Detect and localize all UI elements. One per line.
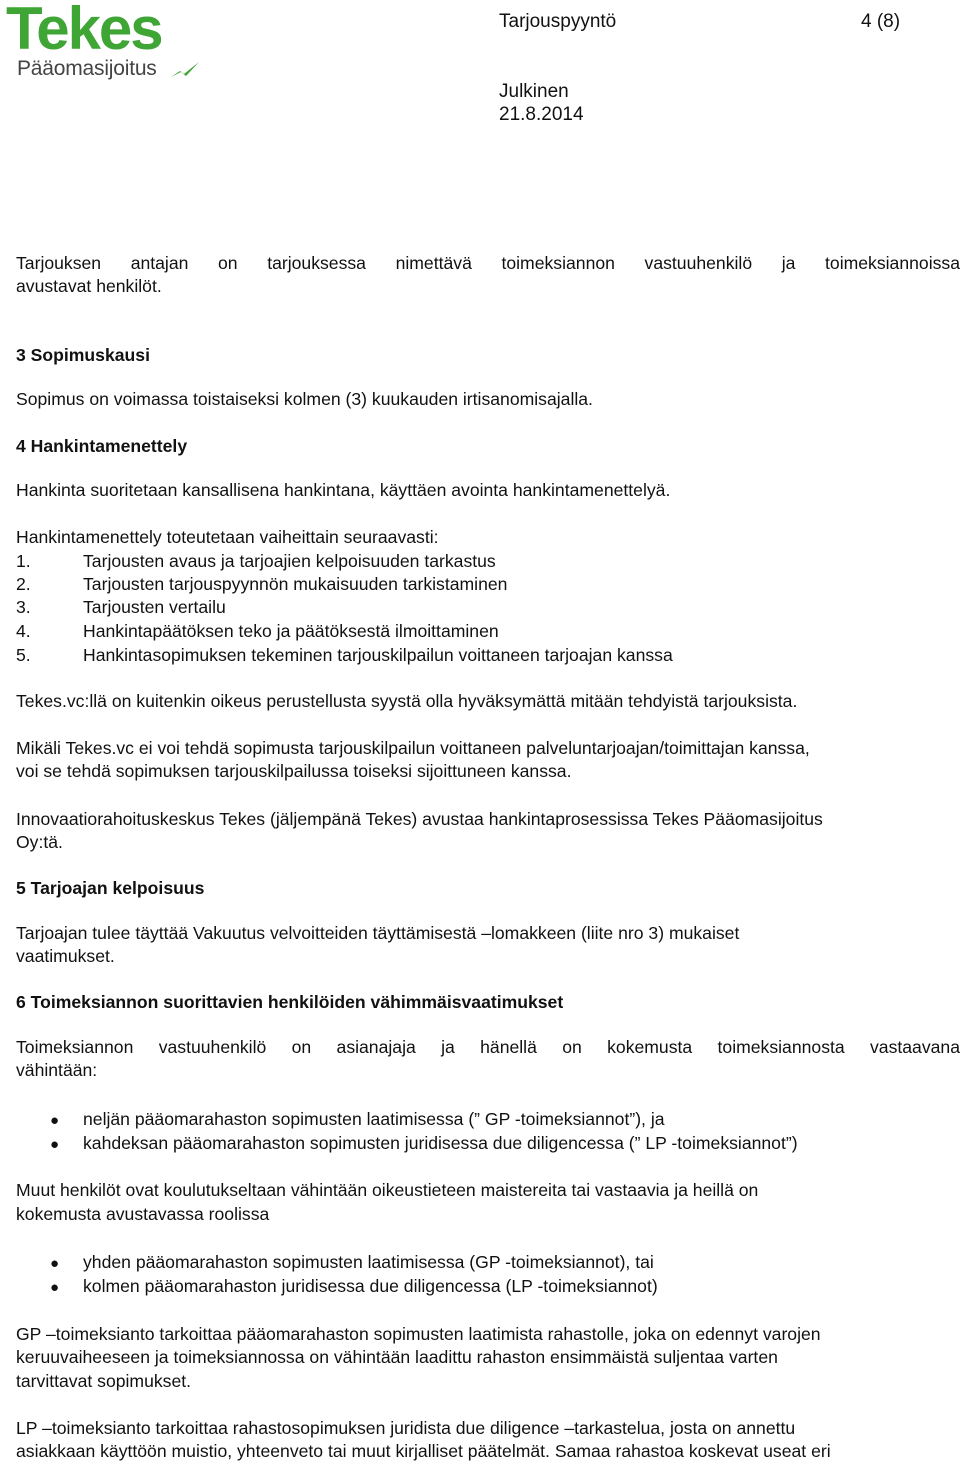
list-item: [50, 1132, 798, 1157]
list-item: [50, 1275, 658, 1300]
step-5-number: 5.: [16, 645, 31, 665]
list-item-text: yhden pääomarahaston sopimusten laatimisessa (GP -toimeksiannot), tai: [83, 1252, 654, 1272]
lead-requirements-line-1: Toimeksiannon vastuuhenkilö on asianajaja ja hänellä on kokemusta toimeksiannosta vastaavana: [16, 1037, 960, 1057]
rejection-right-paragraph: Tekes.vc:llä on kuitenkin oikeus perustellusta syystä olla hyväksymättä mitään tehdyistä tarjouksista.: [16, 691, 798, 711]
logo-swoosh-icon: [170, 60, 200, 80]
classification: Julkinen: [499, 81, 569, 102]
step-1-number: 1.: [16, 551, 31, 571]
document-date: 21.8.2014: [499, 104, 584, 125]
bullet-icon: ●: [50, 1136, 60, 1153]
step-4-number: 4.: [16, 621, 31, 641]
tekes-assist-line-1: Innovaatiorahoituskeskus Tekes (jäljempänä Tekes) avustaa hankintaprosessissa Tekes Pääomasijoitus: [16, 809, 823, 829]
intro-line-2: avustavat henkilöt.: [16, 276, 162, 296]
step-3-number: 3.: [16, 597, 31, 617]
list-item: [50, 1108, 665, 1133]
section-5-line-2: vaatimukset.: [16, 946, 115, 966]
gp-definition-line-2: keruuvaiheeseen ja toimeksiannossa on vähintään laadittu rahaston ensimmäistä suljentaa varten: [16, 1347, 778, 1367]
step-3-text: Tarjousten vertailu: [83, 597, 226, 617]
lp-definition-line-1: LP –toimeksianto tarkoittaa rahastosopimuksen juridista due diligence –tarkastelua, josta on annettu: [16, 1418, 796, 1438]
step-2-number: 2.: [16, 574, 31, 594]
section-5-line-1: Tarjoajan tulee täyttää Vakuutus velvoitteiden täyttämisestä –lomakkeen (liite nro 3) mukaiset: [16, 923, 740, 943]
step-1-text: Tarjousten avaus ja tarjoajien kelpoisuuden tarkastus: [83, 551, 496, 571]
section-6-title: 6 Toimeksiannon suorittavien henkilöiden vähimmäisvaatimukset: [16, 992, 564, 1012]
tekes-assist-line-2: Oy:tä.: [16, 832, 63, 852]
second-place-line-1: Mikäli Tekes.vc ei voi tehdä sopimusta tarjouskilpailun voittaneen palveluntarjoajan/toimittajan kanssa,: [16, 738, 810, 758]
step-2-text: Tarjousten tarjouspyynnön mukaisuuden tarkistaminen: [83, 574, 508, 594]
lp-definition-line-2: asiakkaan käyttöön muistio, yhteenveto tai muut kirjalliset päätelmät. Samaa rahastoa koskevat useat eri: [16, 1441, 831, 1461]
bullet-icon: ●: [50, 1279, 60, 1296]
list-item: [50, 1251, 654, 1276]
section-3-text: Sopimus on voimassa toistaiseksi kolmen (3) kuukauden irtisanomisajalla.: [16, 389, 593, 409]
bullet-icon: ●: [50, 1255, 60, 1272]
others-requirements-line-1: Muut henkilöt ovat koulutukseltaan vähintään oikeustieteen maistereita tai vastaavia ja heillä on: [16, 1180, 759, 1200]
bullet-icon: ●: [50, 1112, 60, 1129]
intro-line-1: Tarjouksen antajan on tarjouksessa nimettävä toimeksiannon vastuuhenkilö ja toimeksiannoissa: [16, 253, 960, 273]
section-4-text: Hankinta suoritetaan kansallisena hankintana, käyttäen avointa hankintamenettelyä.: [16, 480, 671, 500]
gp-definition-line-1: GP –toimeksianto tarkoittaa pääomarahaston sopimusten laatimista rahastolle, joka on edennyt varojen: [16, 1324, 821, 1344]
step-4-text: Hankintapäätöksen teko ja päätöksestä ilmoittaminen: [83, 621, 499, 641]
steps-intro: Hankintamenettely toteutetaan vaiheittain seuraavasti:: [16, 527, 439, 547]
list-item-text: kahdeksan pääomarahaston sopimusten juridisessa due diligencessa (” LP -toimeksiannot”): [83, 1133, 798, 1153]
step-5-text: Hankintasopimuksen tekeminen tarjouskilpailun voittaneen tarjoajan kanssa: [83, 645, 673, 665]
section-5-title: 5 Tarjoajan kelpoisuus: [16, 878, 205, 898]
logo-wordmark: Tekes: [6, 0, 162, 62]
logo-subtext: Pääomasijoitus: [17, 57, 157, 80]
lead-requirements-line-2: vähintään:: [16, 1060, 98, 1080]
list-item-text: kolmen pääomarahaston juridisessa due diligencessa (LP -toimeksiannot): [83, 1276, 658, 1296]
section-3-title: 3 Sopimuskausi: [16, 345, 150, 365]
tekes-logo: [6, 2, 206, 84]
doc-type: Tarjouspyyntö: [499, 11, 617, 32]
gp-definition-line-3: tarvittavat sopimukset.: [16, 1371, 192, 1391]
section-4-title: 4 Hankintamenettely: [16, 436, 188, 456]
list-item-text: neljän pääomarahaston sopimusten laatimisessa (” GP -toimeksiannot”), ja: [83, 1109, 665, 1129]
others-requirements-line-2: kokemusta avustavassa roolissa: [16, 1204, 270, 1224]
page-number: 4 (8): [861, 11, 901, 32]
second-place-line-2: voi se tehdä sopimuksen tarjouskilpailussa toiseksi sijoittuneen kanssa.: [16, 761, 572, 781]
